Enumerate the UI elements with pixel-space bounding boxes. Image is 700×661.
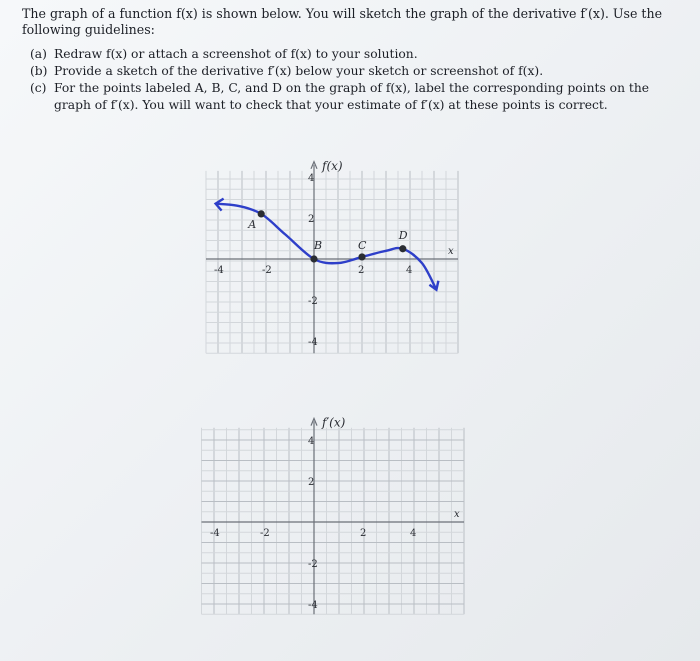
- y-tick-label: -2: [308, 559, 318, 570]
- guideline-label: (c): [30, 81, 47, 95]
- x-axis-label: x: [454, 509, 460, 520]
- x-tick-label: 2: [360, 528, 367, 539]
- x-tick-label: 4: [406, 265, 413, 276]
- graph-title: f(x): [322, 158, 343, 173]
- y-tick-label: -4: [308, 600, 318, 611]
- problem-intro: The graph of a function f(x) is shown below. You will sketch the graph of the derivative f′(x). Use the following guidelines:: [22, 6, 663, 37]
- guideline-label: (b): [30, 64, 48, 78]
- y-tick-label: 4: [308, 436, 315, 447]
- guideline-label: (a): [30, 47, 47, 61]
- y-tick-label: -2: [308, 296, 318, 307]
- point-label: A: [248, 217, 257, 231]
- y-tick-label: 4: [308, 173, 315, 184]
- y-tick-label: 2: [308, 477, 315, 488]
- x-axis-label: x: [448, 246, 454, 257]
- point-label: B: [314, 239, 323, 252]
- grid: [202, 428, 465, 615]
- guideline-text: Redraw f(x) or attach a screenshot of f(x) to your solution.: [54, 47, 418, 61]
- y-tick-label: 2: [308, 214, 315, 225]
- y-tick-label: -4: [308, 337, 318, 348]
- guideline-text: For the points labeled A, B, C, and D on the graph of f(x), label the corresponding points on the graph of f′(x). You will want to check that your estimate of f′(x) at these points is correct.: [54, 81, 650, 112]
- x-tick-label: -2: [260, 528, 270, 539]
- graph-title: f′(x): [322, 415, 346, 430]
- point-label: C: [358, 238, 367, 252]
- x-tick-label: -4: [210, 528, 220, 539]
- x-tick-label: 4: [410, 528, 417, 539]
- guideline-text: Provide a sketch of the derivative f′(x) below your sketch or screenshot of f(x).: [54, 64, 544, 78]
- x-tick-label: -4: [214, 265, 224, 276]
- point-label: D: [398, 228, 408, 242]
- x-tick-label: -2: [262, 265, 272, 276]
- x-tick-label: 2: [358, 265, 365, 276]
